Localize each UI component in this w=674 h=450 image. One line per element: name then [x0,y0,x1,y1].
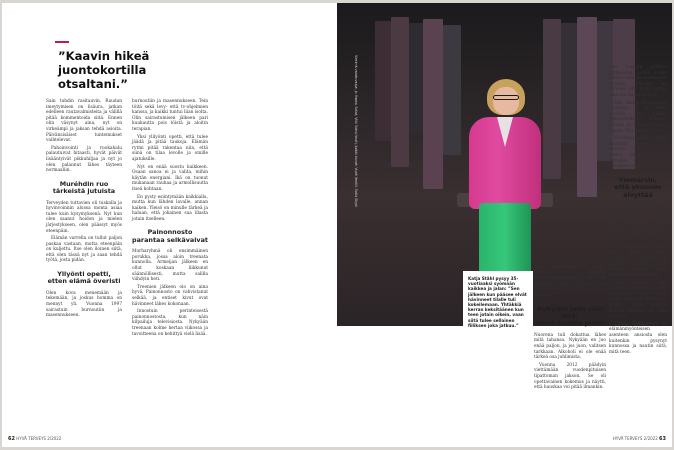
accent-bar [55,41,69,43]
garment [561,23,577,143]
paragraph: En pysty esiintymään kaikkialla, mutta kun lähden lavalle, annan kaiken. Yleisö on minulle tärkeä ja haluan, että jokainen saa illasta jotain itselleen. [132,194,208,222]
paragraph: lajin muodinmuutoksia. Ostin yhdellä hetkellä painonnostokengät, eli nyt aloan kenkien osasta. Tuloksen ovat parantuneet vähitellen ja into on pysynyt. [534,265,606,298]
paragraph: Vuonna 2012 päädyin viettämään vuodenpituisen tipattoman jakson. Se oli opettavainen kokemus ja näytti, että hauskaa voi pitää ilmankin. [534,362,606,391]
right-footer [613,436,666,442]
magazine-name: HYVÄ TERVEYS 2/2022 [16,436,62,441]
garment [423,19,443,189]
paragraph: aan. Lopulta päädyin lääkkeisiin, joiden avulla pääsin takaisin normaaliin rytmiin. Minulle on tärkeää, että hoito auttaa eikä vie elämästä iloa. [609,65,667,98]
paragraph: Murharyhmä oli ensimmäinen porukka, jossa aloin treenata kunnolla. Armeijan jälkeen en ollut koskaan liikkunut säännöllisesti, mutta salilla viihdyin heti. [132,249,208,283]
glasses [493,95,519,100]
garment [543,19,561,179]
paragraph: Nuorena en kuunnellut itseäni. Ystävät olivat kaikki kaikessa ja kotiin tuli palattua vasta aamulla. Nyt tiedän, että tarvitsen myös yksinäistä aikaa. [609,203,667,243]
garment [409,23,423,133]
photo-credit: Vierimä valokuvaaja: Jo Hannu Sotat, Viiki Sohvi-Vuoti, kaikki kuvat: Vuoti Vestili. Sotia Skydi [354,55,358,208]
page-number: 62 [8,436,15,442]
subheading: Ymmärsin, että yksinolo elvyttää [614,175,662,199]
paragraph: Elämän varrella on tullut paljon paskaa vastaan, mutta eteenpäin on kuljettu. Itse olen iloinen siitä, että olen tässä nyt ja saan tehdä työtä, josta pidän. [46,236,122,264]
paragraph: Nyt en enää suostu kaikkeen. Osaan sanoa ei ja valita, mihin käytän energiani. Ikä on tuonut mukanaan rauhaa ja armollisuutta itseä kohtaan. [132,164,208,192]
paragraph: Nuorena tuli dokattua lähes mitä tahansa. Nykyään en juo enää paljon, ja jos juon, valitsen tarkkaan. Alkoholi ei ole enää tärkeä osa juhlimista. [534,332,606,361]
pull-quote [58,49,210,91]
subheading: Nykyisin juon vain sitä, mistä todella pidän [535,304,605,328]
left-column-1 [46,99,122,321]
paragraph: Innostuin perinteisestä painonnostosta, kun näin kilpailuja televisiosta. Nykyään treenaan kolme kertaa viikossa ja tavoitteena on kehittyä vielä lisää. [132,309,208,337]
garment [391,17,409,167]
left-column-2 [132,99,208,339]
paragraph: Terveyden tuttavien oli tuskalla ja hyvinvoinnin alussa monta asiaa tulee kuin kysymyksenä. Nyt kun olen saanut hoidon ja mielen järjestykseen, olen päässyt myös eteenpäin. [46,200,122,234]
garment [375,21,391,141]
paragraph: Yksi ylilyönti opetti, että tulee jäädä ja pitää taukoja. Elämän rytmi pitää rakentaa niin, että siinä on tilaa levolle ja omille ajatuksille. [132,134,208,162]
page-number: 63 [659,436,666,442]
pull-quote-line: ”Kaavin hikeä [58,49,150,63]
right-column-1 [534,265,606,393]
subheading: Muréhdin ruo tärkeistä jutuista [52,179,116,196]
paragraph: Olin ennen kuukausien juomatta, ja se tuntui hyvältä. Siksi pääsin päkertelemaan elämäni kanssa ja luomaan uusia tapoja. Nyt nautin arjesta. [609,100,667,134]
paragraph: Vielä nytkin välillä huomaan, että haluan olla sosiaalinen koko ajan, mutta jarrutan itseäni ja annan tilaa levolle. Kotona minulla on oma rauhani. [609,280,667,320]
paragraph: Tämän harmonisen ja elämänmyönteisen asenteen ansiosta olen kuitenkin pysynyt kunnossa ja nautin siitä, mitä teen. [609,321,667,355]
left-page [2,3,337,447]
photo-caption: Katja Ståhl pysyy 35-vuotiaaksi syömään kaikkea ja jalan: ”Sen jälkeen kun pääsee elvät hävinneet tilalle tuli kokeilemaan. Yhtäkkiä kerran keksitäänen kun teen jotain oikein, vaan siitä tulee sellainen fiiliksen joka jatkuu.” [468,276,527,328]
paragraph: Pahoinvointi ja ruokahalu palautuivat hitaasti, hyvät päivät lisääntyivät pikkuhiljaa ja nyt jo olen palannut lähes täyteen normaaliin. [46,145,122,174]
right-page [337,3,672,447]
paragraph: Se kumpuaa siitä, miten olen elänyt. Vuosien varrella olen oppinut, että yksinolo elvyttää ja antaa voimia kohdata muut ihmiset avoimin mielin. [609,245,667,279]
garment [443,25,461,155]
magazine-name: HYVÄ TERVEYS 2/2022 [612,436,658,441]
subheading: Painonnosto parantaa selkävaivat [132,228,208,244]
paragraph: Treenien jälkeen olo on aina hyvä. Painonnosto on vahvistanut selkää, ja entiset kivut ovat hävinneet lähes kokonaan. [132,284,208,307]
subheading: Yllyönti opetti, etten elämä överisti [47,270,121,286]
face [493,87,519,115]
left-footer [8,436,61,442]
paragraph: Olen kova menemään ja tekemään, ja joskus homma on mennyt yli. Vuonna 1997 sairastuin burnoutiin ja masennukseen. [46,290,122,319]
pull-quote-line: juontokortilla otsaltani.” [58,63,147,91]
paragraph: Sain tuhdin rasitauvin. Raudan imeytymisen on lisäura, jatkan edelleen rautavalmisteita ja välillä pitää kommentoida siitä. Ennen olin väsynyt aina, nyt on virkeämpi ja jaksan tehdä asioita. Päivänsisäiset tuntemukset vaihtelevat. [46,99,122,144]
paragraph: burnoutiin ja masennukseen. Tein töitä sekä levy- että tv-ohjelmien kanssa, ja kaikki tuntui liian isolta. Olin sairastumisen jälkeen pari kuukautta pois töistä ja aloitin terapian. [132,99,208,132]
garment [577,17,597,197]
paragraph: Vuodessa kaikki kehittyi kauhean nopeasti, ja minulle tuli takaisin voima, jota en ollut tuntenut vuosiin. Olen kiitollinen siitä. [609,136,667,170]
right-column-2 [609,65,667,357]
